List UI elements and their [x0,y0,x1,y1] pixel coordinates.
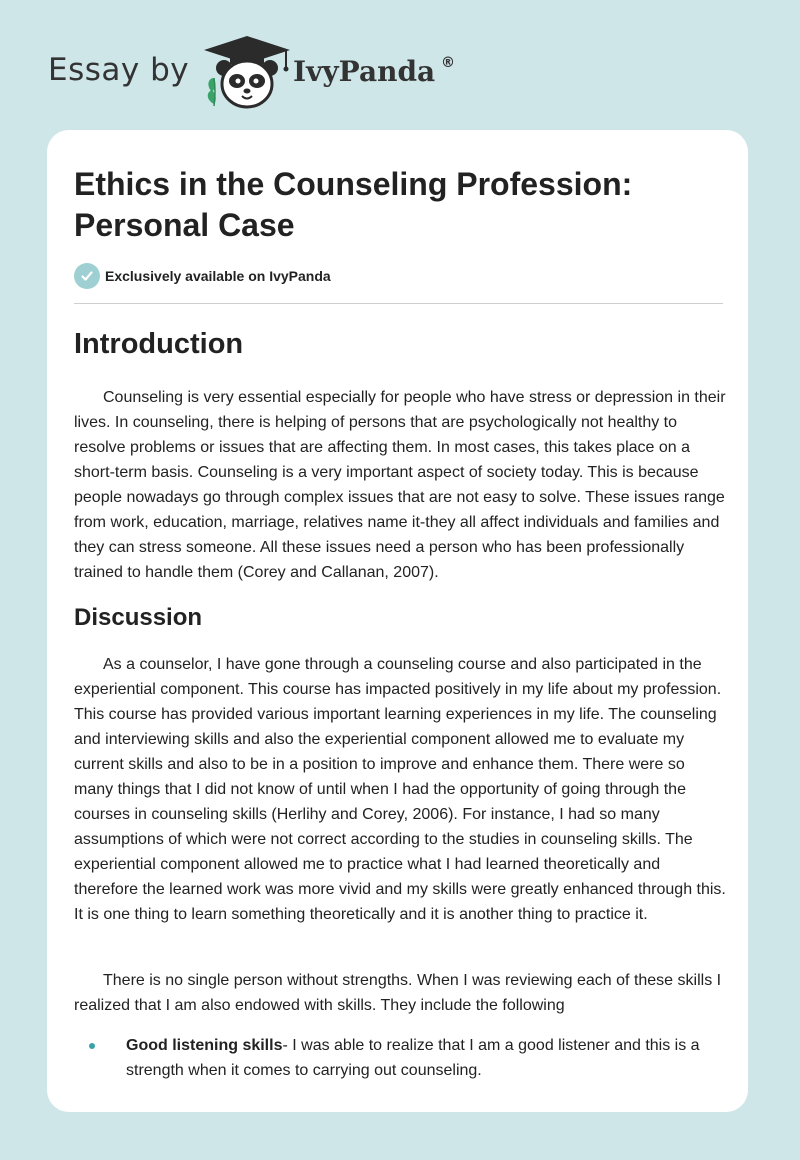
strengths-list [74,1033,726,1083]
divider [74,303,723,304]
badge-text: Exclusively available on IvyPanda [105,268,331,284]
list-item [74,1033,726,1083]
exclusive-badge [74,263,331,289]
site-header [0,0,800,130]
discussion-paragraph: As a counselor, I have gone through a counseling course and also participated in the experiential component. This course has impacted positively in my life about my profession. This course has provided various important learning experiences in my life. The counseling and interviewing skills and also the experiential component allowed me to evaluate my current skills and also to be in a position to improve and enhance them. There were so many things that I did not know of until when I had the opportunity of going through the courses in counseling skills (Herlihy and Corey, 2006). For instance, I had so many assumptions of which were not correct according to the studies in counseling skills. The experiential component allowed me to practice what I had learned theoretically and therefore the learned work was more vivid and my skills were greatly enhanced through this. It is one thing to learn something theoretically and it is another thing to practice it. [74,656,726,923]
brand-prefix: Essay by [48,52,190,88]
bullet-term: Good listening skills [126,1037,283,1054]
introduction-paragraph: Counseling is very essential especially for people who have stress or depression in their lives. In counseling, there is helping of persons that are psychologically not healthy to resolve problems or issues that are affecting them. In most cases, this takes place on a short-term basis. Counseling is a very important aspect of society today. This is because people nowadays go through complex issues that are not easy to solve. These issues range from work, education, marriage, relatives name it-they all affect individuals and families and they can stress someone. All these issues need a person who has been professionally trained to handle them (Corey and Callanan, 2007). [74,389,726,581]
essay-card [47,130,748,1112]
bullet-icon [89,1043,95,1049]
discussion-paragraph: There is no single person without strengths. When I was reviewing each of these skills I realized that I am also endowed with skills. They include the following [74,972,722,1014]
brand-name: IvyPanda [293,55,436,88]
section-heading-discussion: Discussion [74,604,203,631]
panda-graduate-icon[interactable] [202,34,292,110]
check-circle-icon [74,263,100,289]
bullet-text: - I was able to realize that I am a good listener and this is a strength when it comes to carrying out counseling. [126,1037,700,1079]
registered-mark: ® [441,55,455,71]
page-title: Ethics in the Counseling Profession: Personal Case [74,166,633,243]
section-heading-introduction: Introduction [74,328,244,360]
